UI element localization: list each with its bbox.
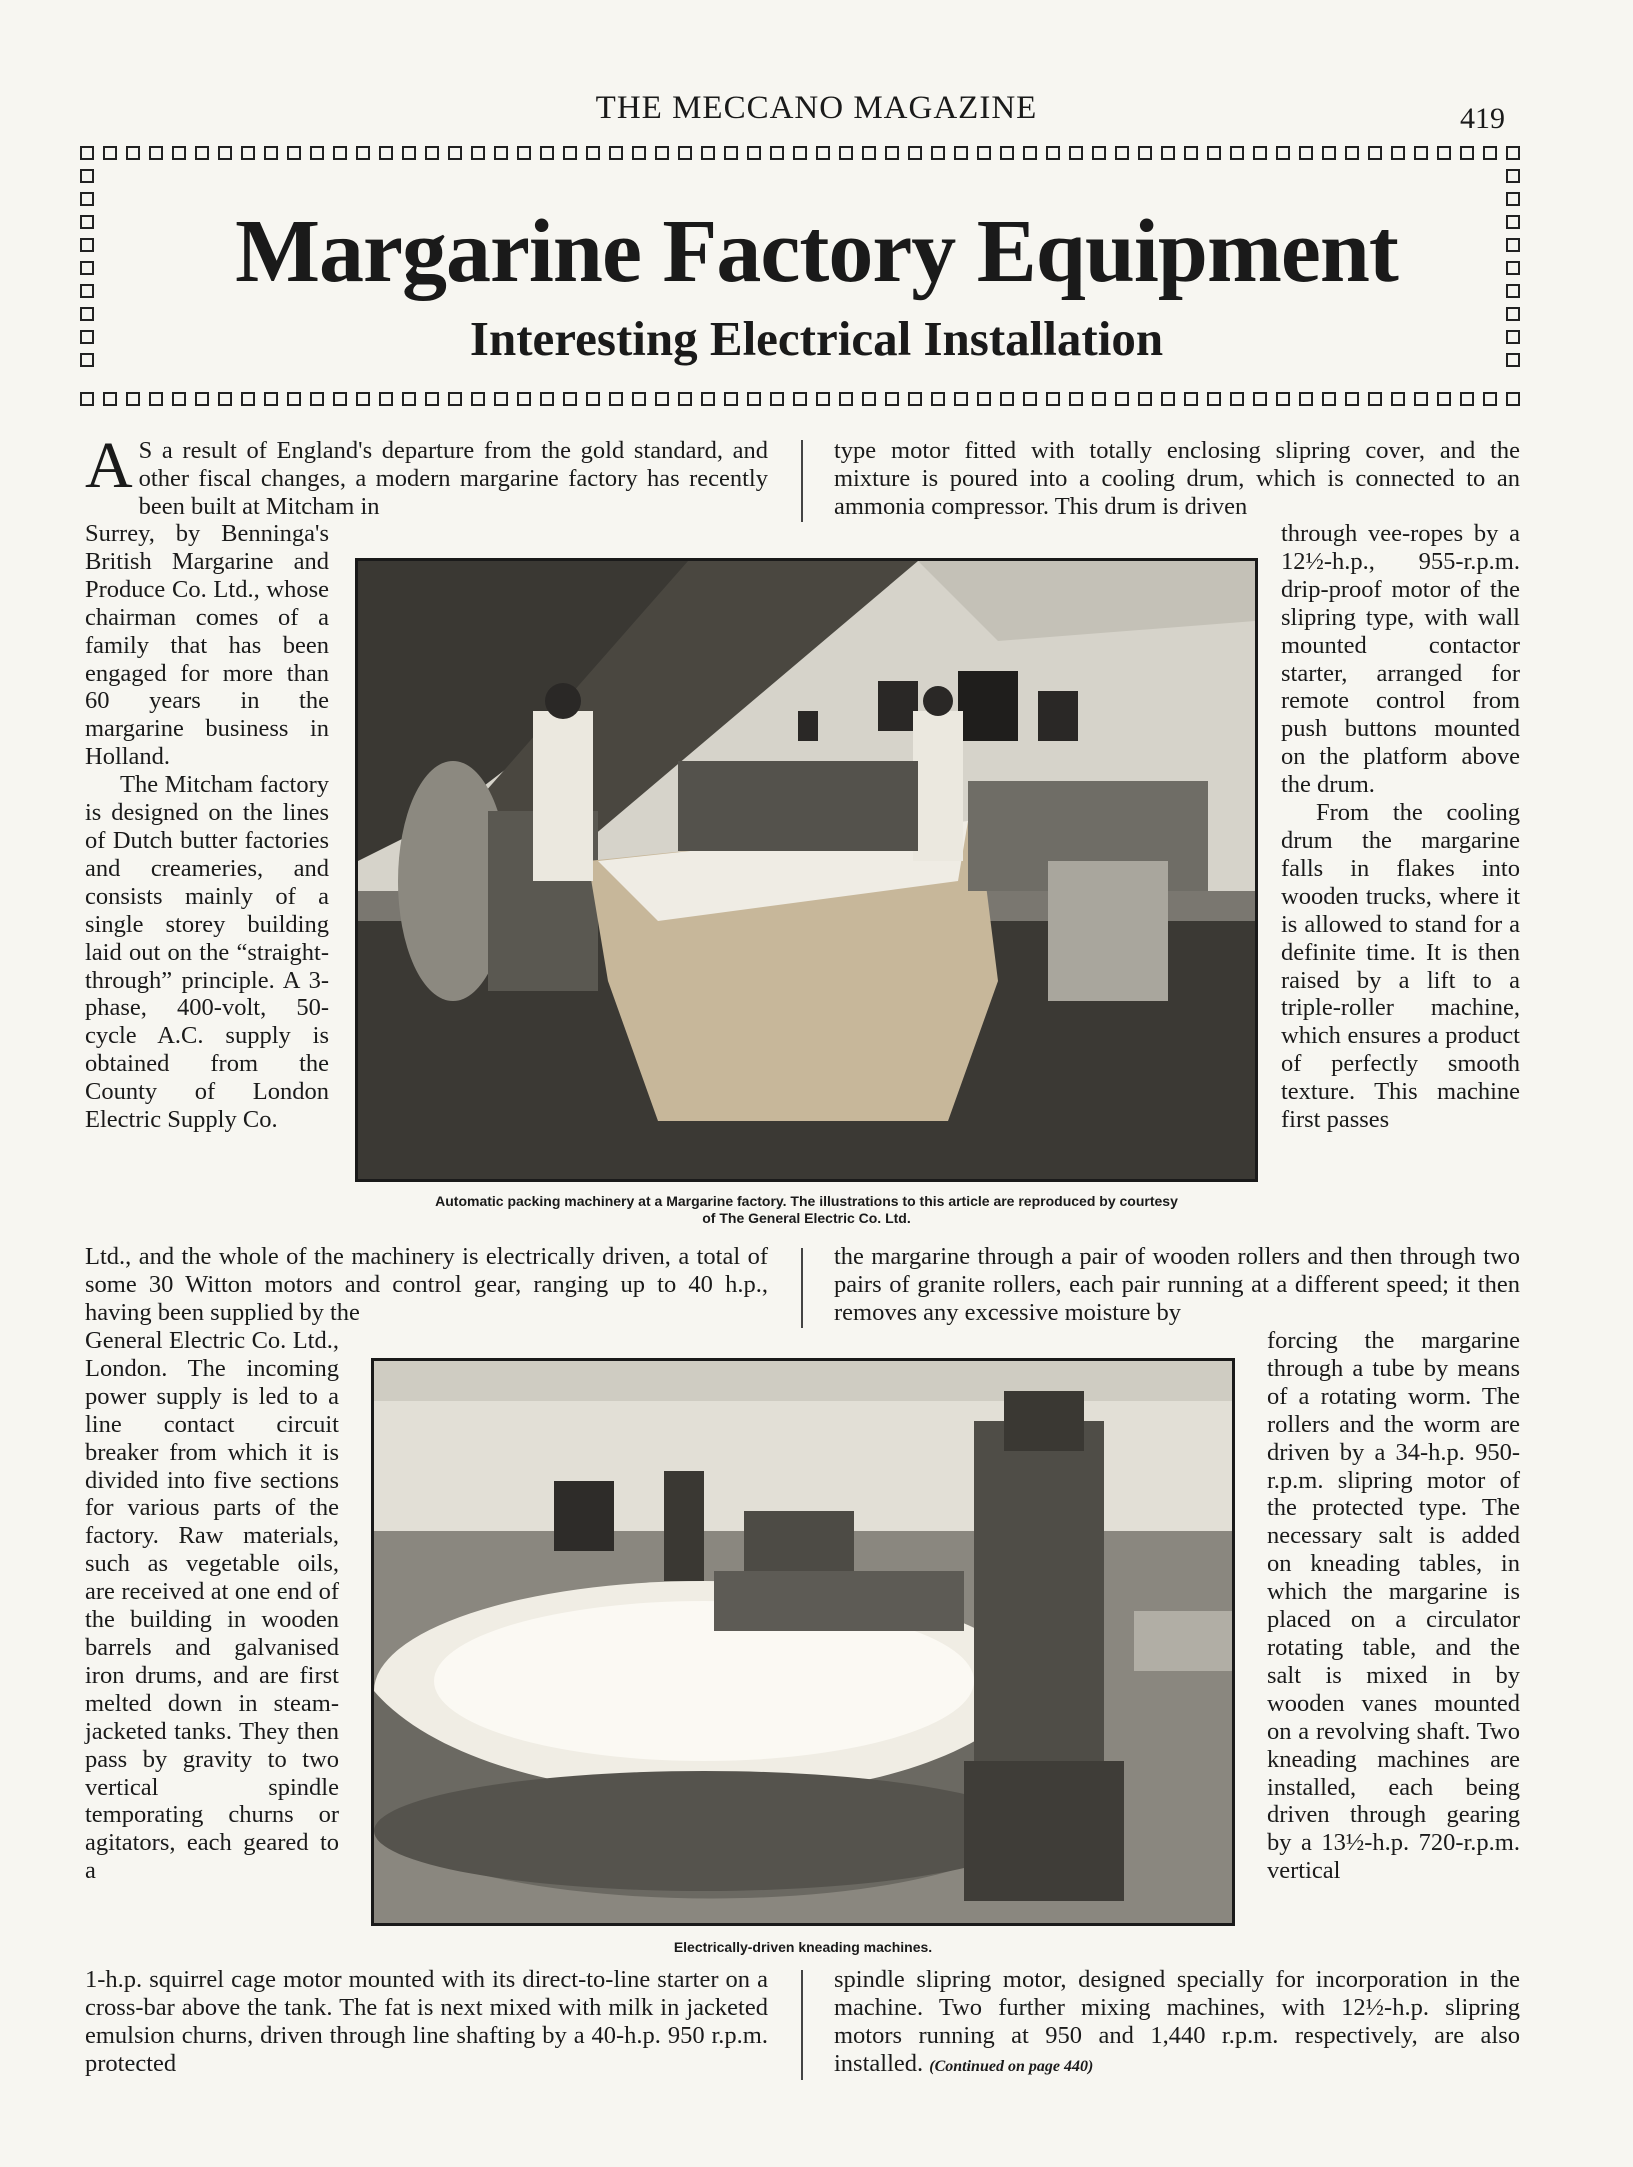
frame-square	[770, 146, 784, 160]
frame-square	[287, 146, 301, 160]
frame-square	[1391, 392, 1405, 406]
col2-narrow-block-1	[1281, 520, 1520, 1134]
frame-square	[609, 146, 623, 160]
col1-para-1: Surrey, by Benninga's British Margarine and Produce Co. Ltd., whose chairman comes of a family that has been engaged for more than 60 years in the margarine business in Holland.	[85, 520, 329, 771]
col2-bottom	[834, 1966, 1520, 2081]
frame-square	[701, 146, 715, 160]
frame-square	[1299, 146, 1313, 160]
frame-square	[517, 392, 531, 406]
frame-square	[1000, 392, 1014, 406]
frame-square	[1115, 146, 1129, 160]
frame-square	[1391, 146, 1405, 160]
frame-square	[931, 146, 945, 160]
frame-square	[1506, 392, 1520, 406]
frame-square	[1276, 392, 1290, 406]
frame-square	[80, 392, 94, 406]
frame-square	[379, 146, 393, 160]
frame-square	[126, 146, 140, 160]
col2-para-1: through vee-ropes by a 12½-h.p., 955-r.p.m. drip-proof motor of the slipring type, with wall mounted contactor starter, arranged for remote control from push buttons mounted on the platform above the drum.	[1281, 520, 1520, 799]
frame-square	[770, 392, 784, 406]
frame-square	[218, 392, 232, 406]
col2-para-2: From the cooling drum the margarine falls in flakes into wooden trucks, where it is allowed to stand for a definite time. It is then raised by a lift to a triple-roller machine, which ensures a product of perfectly smooth texture. This machine first passes	[1281, 799, 1520, 1134]
col1-para-2: The Mitcham factory is designed on the lines of Dutch butter factories and creameries, and consists mainly of a single storey building laid out on the “straight-through” principle. A 3-phase, 400-volt, 50-cycle A.C. supply is obtained from the County of London Electric Supply Co.	[85, 771, 329, 1134]
frame-square	[816, 392, 830, 406]
frame-square	[1483, 392, 1497, 406]
frame-square	[885, 392, 899, 406]
frame-square	[310, 392, 324, 406]
frame-square	[977, 146, 991, 160]
col1-narrow-block-1	[85, 520, 329, 1134]
frame-square	[1023, 146, 1037, 160]
frame-square	[586, 146, 600, 160]
frame-square	[241, 146, 255, 160]
column-rule-top	[801, 440, 803, 522]
photo-packing-machinery	[355, 558, 1258, 1182]
frame-square	[793, 146, 807, 160]
frame-square	[1115, 392, 1129, 406]
frame-square	[195, 146, 209, 160]
frame-square	[724, 392, 738, 406]
article-subtitle: Interesting Electrical Installation	[469, 311, 1164, 366]
frame-square	[862, 392, 876, 406]
frame-square	[1023, 392, 1037, 406]
frame-square	[678, 392, 692, 406]
frame-square	[172, 146, 186, 160]
frame-square	[425, 146, 439, 160]
frame-square	[1506, 169, 1520, 183]
frame-square	[908, 146, 922, 160]
frame-square	[931, 392, 945, 406]
frame-square	[908, 392, 922, 406]
frame-square	[471, 146, 485, 160]
frame-square	[793, 392, 807, 406]
frame-square	[1460, 146, 1474, 160]
frame-square	[655, 146, 669, 160]
frame-square	[103, 146, 117, 160]
frame-square	[1414, 146, 1428, 160]
frame-square	[494, 392, 508, 406]
frame-square	[195, 392, 209, 406]
col1-intro	[85, 429, 768, 521]
frame-square	[264, 146, 278, 160]
frame-square	[586, 392, 600, 406]
frame-square	[1000, 146, 1014, 160]
col2-top: type motor fitted with totally enclosing slipring cover, and the mixture is poured into a cooling drum, which is connected to an ammonia compressor. This drum is driven	[834, 437, 1520, 520]
frame-square	[356, 146, 370, 160]
frame-square	[172, 392, 186, 406]
figure-1-caption-line-1: Automatic packing machinery at a Margarine factory. The illustrations to this article are reproduced by courtesy	[435, 1193, 1178, 1209]
figure-2-caption: Electrically-driven kneading machines.	[673, 1939, 933, 1955]
frame-square	[632, 392, 646, 406]
col1-bottom: 1-h.p. squirrel cage motor mounted with its direct-to-line starter on a cross-bar above the tank. The fat is next mixed with milk in jacketed emulsion churns, driven through line shafting by a 40-h.p. 950 r.p.m. protected	[85, 1966, 768, 2077]
frame-square	[1276, 146, 1290, 160]
frame-square	[287, 392, 301, 406]
column-rule-middle	[801, 1248, 803, 1328]
col2-narrow-block-2: forcing the margarine through a tube by means of a rotating worm. The rollers and the worm are driven by a 34-h.p. 950-r.p.m. slipring motor of the protected type. The necessary salt is added on kneading tables, in which the margarine is placed on a circulator rotating table, and the salt is mixed in by wooden vanes mounted on a revolving shaft. Two kneading machines are installed, each being driven through gearing by a 13½-h.p. 720-r.p.m. vertical	[1267, 1327, 1520, 1885]
frame-square	[1069, 146, 1083, 160]
drop-cap: A	[85, 429, 133, 502]
frame-square	[1253, 146, 1267, 160]
frame-square	[977, 392, 991, 406]
frame-square	[517, 146, 531, 160]
article-title: Margarine Factory Equipment	[235, 202, 1398, 301]
frame-square	[1299, 392, 1313, 406]
col1-narrow-block-2: General Electric Co. Ltd., London. The incoming power supply is led to a line contact circuit breaker from which it is divided into five sections for various parts of the factory. Raw materials, such as vegetable oils, are received at one end of the building in wooden barrels and galvanised iron drums, and are first melted down in steam-jacketed tanks. They then pass by gravity to two vertical spindle temporating churns or agitators, each geared to a	[85, 1327, 339, 1885]
frame-square	[1483, 146, 1497, 160]
frame-square	[1506, 146, 1520, 160]
frame-square	[1138, 146, 1152, 160]
frame-square	[264, 392, 278, 406]
frame-square	[1253, 392, 1267, 406]
frame-square	[1138, 392, 1152, 406]
frame-square	[402, 392, 416, 406]
frame-square	[839, 146, 853, 160]
frame-square	[218, 146, 232, 160]
frame-square	[1437, 392, 1451, 406]
frame-square	[1230, 392, 1244, 406]
frame-square	[402, 146, 416, 160]
frame-square	[816, 146, 830, 160]
frame-square	[1207, 146, 1221, 160]
frame-square	[333, 146, 347, 160]
frame-square	[149, 392, 163, 406]
frame-square	[1092, 146, 1106, 160]
frame-square	[149, 146, 163, 160]
frame-square	[1368, 392, 1382, 406]
frame-square	[839, 392, 853, 406]
frame-square	[678, 146, 692, 160]
frame-square	[310, 146, 324, 160]
frame-square	[1184, 392, 1198, 406]
frame-square	[241, 392, 255, 406]
frame-square	[1460, 392, 1474, 406]
frame-square	[333, 392, 347, 406]
frame-square	[448, 146, 462, 160]
frame-square	[425, 392, 439, 406]
frame-square	[471, 392, 485, 406]
frame-square	[862, 146, 876, 160]
frame-square	[1161, 392, 1175, 406]
figure-1-caption-line-2: of The General Electric Co. Ltd.	[702, 1210, 911, 1226]
frame-square	[609, 392, 623, 406]
frame-square	[1437, 146, 1451, 160]
page-number: 419	[1460, 102, 1505, 135]
frame-square	[80, 146, 94, 160]
col2-bottom-text: spindle slipring motor, designed specially for incorporation in the machine. Two further mixing machines, with 12½-h.p. slipring motors running at 950 and 1,440 r.p.m. respectively, are also installed.	[834, 1966, 1520, 2077]
frame-square	[1046, 392, 1060, 406]
frame-square	[1184, 146, 1198, 160]
frame-square	[885, 146, 899, 160]
frame-square	[1161, 146, 1175, 160]
column-rule-bottom	[801, 1970, 803, 2080]
frame-square	[747, 146, 761, 160]
frame-square	[540, 146, 554, 160]
continued-note: (Continued on page 440)	[929, 2057, 1094, 2075]
frame-square	[1368, 146, 1382, 160]
frame-square	[379, 392, 393, 406]
col1-mid: Ltd., and the whole of the machinery is electrically driven, a total of some 30 Witton motors and control gear, ranging up to 40 h.p., having been supplied by the	[85, 1243, 768, 1326]
frame-square	[954, 146, 968, 160]
frame-square	[80, 169, 94, 183]
frame-square	[954, 392, 968, 406]
frame-square	[1414, 392, 1428, 406]
frame-square	[747, 392, 761, 406]
frame-square	[632, 146, 646, 160]
frame-square	[1345, 392, 1359, 406]
photo-kneading-machines	[371, 1358, 1235, 1926]
frame-square	[448, 392, 462, 406]
frame-square	[103, 392, 117, 406]
frame-square	[563, 392, 577, 406]
frame-square	[540, 392, 554, 406]
frame-square	[1345, 146, 1359, 160]
frame-square	[1046, 146, 1060, 160]
frame-square	[494, 146, 508, 160]
frame-square	[701, 392, 715, 406]
magazine-name: THE MECCANO MAGAZINE	[595, 90, 1038, 126]
frame-square	[1322, 146, 1336, 160]
col2-mid: the margarine through a pair of wooden rollers and then through two pairs of granite rollers, each pair running at a different speed; it then removes any excessive moisture by	[834, 1243, 1520, 1326]
frame-square	[1092, 392, 1106, 406]
figure-1-caption	[355, 1193, 1258, 1227]
frame-square	[356, 392, 370, 406]
frame-square	[563, 146, 577, 160]
frame-square	[126, 392, 140, 406]
frame-square	[1322, 392, 1336, 406]
frame-square	[655, 392, 669, 406]
frame-square	[1207, 392, 1221, 406]
frame-square	[1230, 146, 1244, 160]
frame-square	[1069, 392, 1083, 406]
frame-square	[724, 146, 738, 160]
col1-intro-text: S a result of England's departure from the gold standard, and other fiscal changes, a modern margarine factory has recently been built at Mitcham in	[138, 437, 768, 520]
